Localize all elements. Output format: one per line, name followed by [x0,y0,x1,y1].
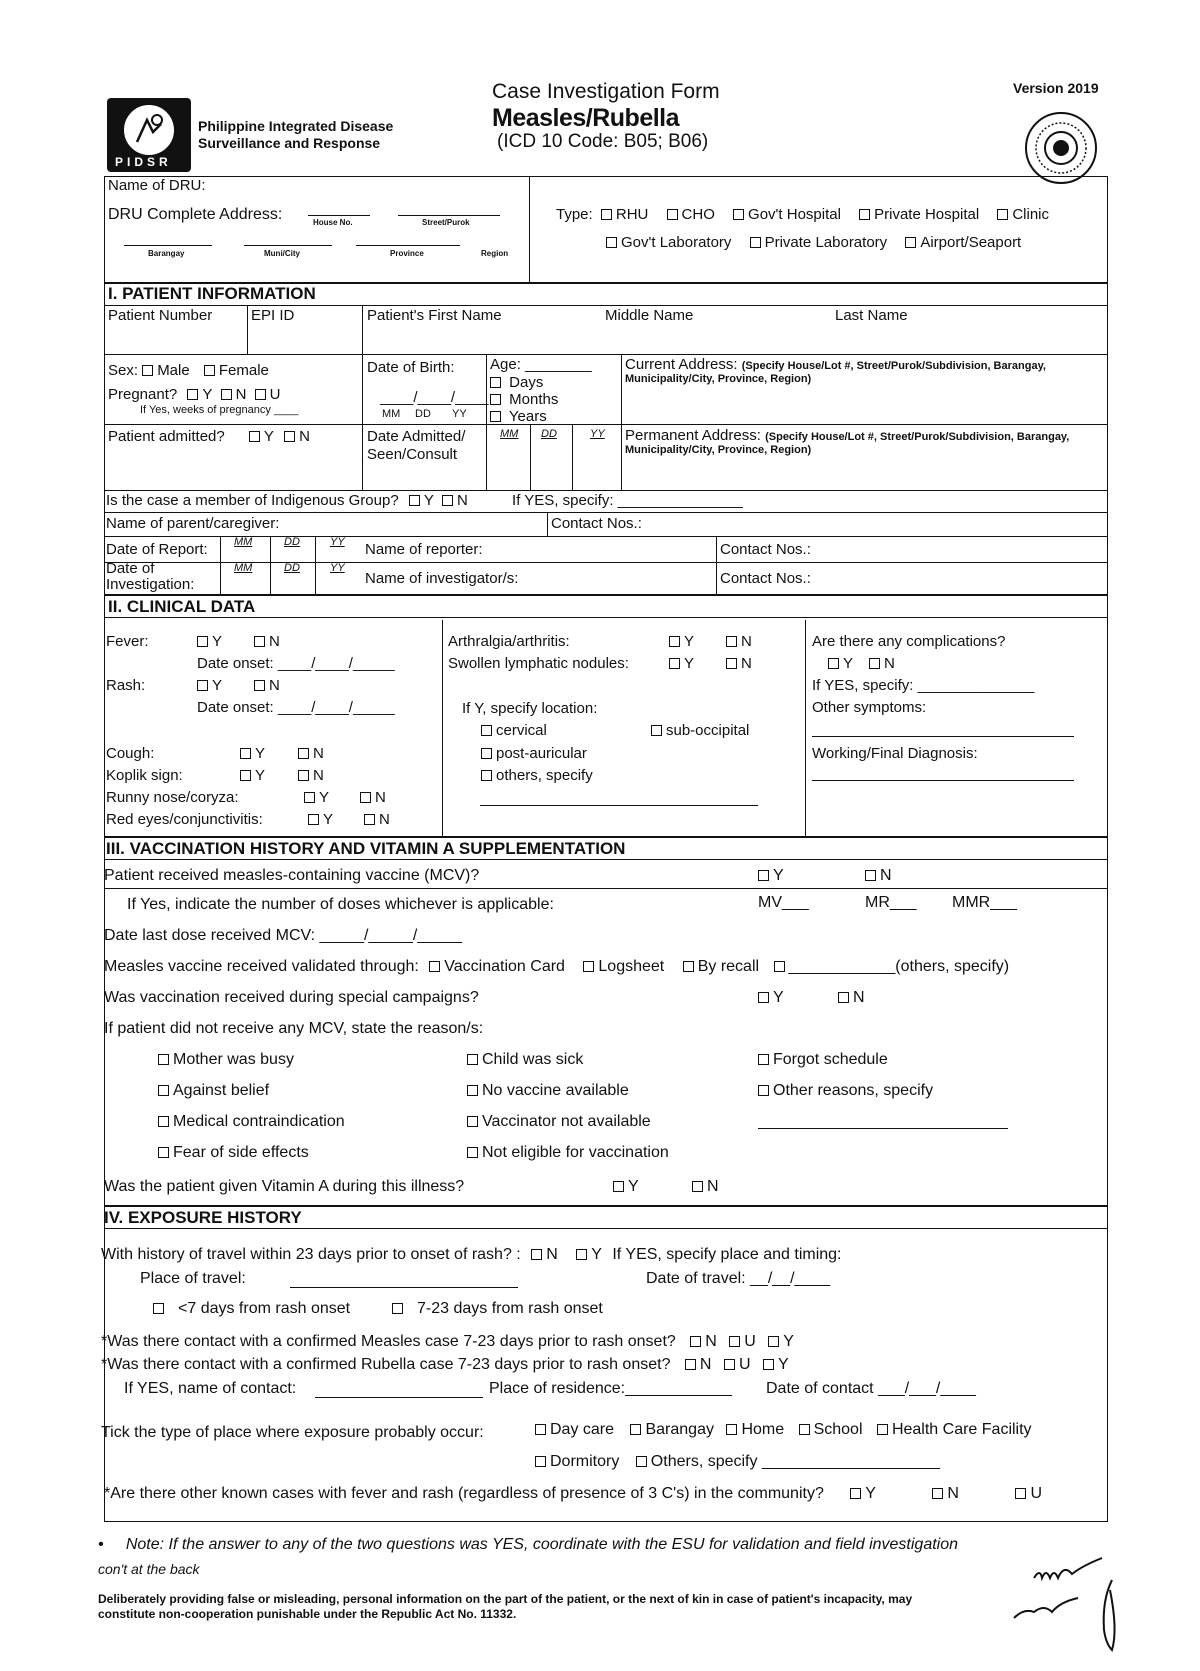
complications-specify-label: If YES, specify: [812,677,914,694]
complications-n-checkbox[interactable] [869,658,880,669]
recall-checkbox[interactable] [683,961,694,972]
arthralgia-y-label: Y [684,633,695,650]
travel-n-checkbox[interactable] [531,1249,542,1260]
red-eyes-label: Red eyes/conjunctivitis: [106,811,263,828]
runny-label: Runny nose/coryza: [106,789,239,806]
measles-contact-n-label: N [705,1333,717,1350]
travel-y-checkbox[interactable] [576,1249,587,1260]
arthralgia-label: Arthralgia/arthritis: [448,633,570,650]
logsheet-checkbox[interactable] [583,961,594,972]
rubella-contact-u-checkbox[interactable] [724,1359,735,1370]
org-line2: Surveillance and Response [198,135,381,151]
cough-label: Cough: [106,745,155,762]
permanent-address-hint2: Municipality/City, Province, Region) [625,444,812,456]
govt-hospital-checkbox[interactable] [733,209,744,220]
type-cho: CHO [681,206,715,223]
type-clinic: Clinic [1012,206,1050,223]
admit-mm: MM [500,428,519,440]
weeks-pregnancy-label: If Yes, weeks of pregnancy ____ [140,404,299,416]
postauricular-label: post-auricular [496,745,587,762]
rhu-checkbox[interactable] [601,209,612,220]
koplik-y-checkbox[interactable] [240,770,251,781]
inv-dd: DD [284,562,300,574]
rubella-contact-label: *Was there contact with a confirmed Rubella case 7-23 days prior to rash onset? [101,1356,671,1373]
travel-y-label: Y [591,1246,602,1263]
campaigns-n-checkbox[interactable] [838,992,849,1003]
govt-lab-checkbox[interactable] [606,237,617,248]
investigator-contact-label: Contact Nos.: [720,570,811,587]
reason-not-eligible-checkbox[interactable] [467,1147,478,1158]
reason-other: Other reasons, specify [773,1082,934,1099]
swollen-y-label: Y [684,655,695,672]
caduceus-icon [107,98,191,158]
date-report-label: Date of Report: [106,541,208,558]
seen-consult-label: Seen/Consult [367,446,458,463]
investigator-label: Name of investigator/s: [365,570,519,587]
report-yy: YY [330,536,345,548]
reason-fear: Fear of side effects [173,1144,309,1161]
measles-contact-u-label: U [744,1333,756,1350]
others-validation-label: ____________(others, specify) [788,958,1010,975]
footer-note: Note: If the answer to any of the two questions was YES, coordinate with the ESU for validation and field investigation [125,1536,959,1553]
indigenous-n-label: N [457,492,468,509]
section-vaccination: III. VACCINATION HISTORY AND VITAMIN A SUPPLEMENTATION [106,839,626,858]
koplik-n-label: N [313,767,324,784]
rash-label: Rash: [106,677,146,694]
school-checkbox[interactable] [799,1424,810,1435]
place-school: School [813,1421,863,1438]
other-cases-y-label: Y [865,1485,876,1502]
fever-label: Fever: [106,633,149,650]
admitted-y-label: Y [263,428,274,445]
reason-mother-busy: Mother was busy [173,1051,294,1068]
clinic-checkbox[interactable] [997,209,1008,220]
rash-onset-label: Date onset: [197,699,274,716]
other-cases-label: *Are there other known cases with fever and rash (regardless of presence of 3 C's) in the community? [104,1485,824,1502]
lt7-label: <7 days from rash onset [178,1300,351,1317]
age-months-label: Months [509,391,559,408]
section-exposure: IV. EXPOSURE HISTORY [104,1208,302,1227]
admitted-n-checkbox[interactable] [284,431,295,442]
mcv-y-checkbox[interactable] [758,870,769,881]
dob-mm: MM [382,408,401,420]
indigenous-specify: If YES, specify: _______________ [512,492,743,509]
suboccipital-checkbox[interactable] [651,725,662,736]
middle-name-label: Middle Name [605,307,694,324]
contact-name-label: If YES, name of contact: [124,1380,297,1397]
private-lab-checkbox[interactable] [750,237,761,248]
disclaimer-line1: Deliberately providing false or misleading, personal information on the part of the patient, or the next of kin in case of patient's incapacity, may [98,1592,913,1606]
inv-yy: YY [330,562,345,574]
admit-yy: YY [590,428,605,440]
campaigns-label: Was vaccination received during special campaigns? [104,989,479,1006]
reason-not-eligible: Not eligible for vaccination [482,1144,669,1161]
rubella-contact-n-label: N [699,1356,712,1373]
d723-label: 7-23 days from rash onset [417,1300,603,1317]
indigenous-y-checkbox[interactable] [409,495,420,506]
logsheet-label: Logsheet [598,958,665,975]
rash-n-label: N [269,677,280,694]
pregnant-u-label: U [269,386,281,403]
rubella-contact-y-checkbox[interactable] [763,1359,774,1370]
mcv-y-label: Y [773,867,784,884]
male-label: Male [157,362,190,379]
age-months-checkbox[interactable] [490,394,501,405]
specify-location-label: If Y, specify location: [462,700,598,717]
health-facility-checkbox[interactable] [877,1424,888,1435]
form-title: Case Investigation Form [492,80,720,103]
report-dd: DD [284,536,300,548]
d723-checkbox[interactable] [392,1303,403,1314]
rubella-contact-n-checkbox[interactable] [685,1359,696,1370]
lt7-checkbox[interactable] [153,1303,164,1314]
pregnant-u-checkbox[interactable] [255,389,266,400]
mcv-n-label: N [880,867,892,884]
reason-forgot-checkbox[interactable] [758,1054,769,1065]
reporter-label: Name of reporter: [365,541,483,558]
others-validation-checkbox[interactable] [774,961,785,972]
tick-place-label: Tick the type of place where exposure probably occur: [101,1424,484,1441]
pregnant-y-checkbox[interactable] [187,389,198,400]
rubella-contact-y-label: Y [777,1356,789,1373]
place-dormitory: Dormitory [550,1453,620,1470]
org-line1: Philippine Integrated Disease [198,118,394,134]
pidsr-logo [107,98,191,172]
epi-id-label: EPI ID [251,307,295,324]
reason-child-sick: Child was sick [482,1051,584,1068]
cough-y-checkbox[interactable] [240,748,251,759]
others-location-label: others, specify [496,767,593,784]
date-admitted-label: Date Admitted/ [367,428,466,445]
other-cases-y-checkbox[interactable] [850,1488,861,1499]
campaigns-y-label: Y [773,989,784,1006]
runny-y-label: Y [319,789,330,806]
dru-name-label: Name of DRU: [108,177,206,194]
cough-n-label: N [313,745,324,762]
indigenous-label: Is the case a member of Indigenous Group? [106,492,399,509]
first-name-label: Patient's First Name [367,307,502,324]
current-address-label: Current Address: [625,356,738,373]
measles-contact-u-checkbox[interactable] [729,1336,740,1347]
cough-y-label: Y [255,745,266,762]
measles-contact-y-checkbox[interactable] [768,1336,779,1347]
validated-label: Measles vaccine received validated through: [104,958,419,975]
dob-label: Date of Birth: [367,359,455,376]
parent-label: Name of parent/caregiver: [106,515,280,532]
rash-n-checkbox[interactable] [254,680,265,691]
doh-seal [1025,112,1097,184]
indigenous-y-label: Y [423,492,434,509]
reason-medical-checkbox[interactable] [158,1116,169,1127]
mcv-received-label: Patient received measles-containing vaccine (MCV)? [104,867,480,884]
measles-contact-label: *Was there contact with a confirmed Measles case 7-23 days prior to rash onset? [101,1333,676,1350]
campaigns-y-checkbox[interactable] [758,992,769,1003]
reason-medical: Medical contraindication [173,1113,345,1130]
admitted-y-checkbox[interactable] [249,431,260,442]
private-hospital-checkbox[interactable] [859,209,870,220]
female-label: Female [218,362,269,379]
cough-n-checkbox[interactable] [298,748,309,759]
arthralgia-n-label: N [741,633,752,650]
travel-n-label: N [546,1246,558,1263]
patient-number-label: Patient Number [108,307,213,324]
type-private-lab: Private Laboratory [764,234,888,251]
koplik-y-label: Y [255,767,266,784]
date-travel-label: Date of travel: __/__/____ [646,1270,831,1287]
house-no-label: House No. [313,218,353,227]
section-patient-info: I. PATIENT INFORMATION [108,284,316,303]
dormitory-checkbox[interactable] [535,1456,546,1467]
campaigns-n-label: N [853,989,865,1006]
reason-forgot: Forgot schedule [773,1051,888,1068]
others-place-checkbox[interactable] [636,1456,647,1467]
other-cases-n-checkbox[interactable] [932,1488,943,1499]
travel-label: With history of travel within 23 days prior to onset of rash? : [101,1246,521,1263]
diagnosis-label: Working/Final Diagnosis: [812,745,978,762]
indigenous-n-checkbox[interactable] [442,495,453,506]
pregnant-label: Pregnant? [108,386,178,403]
reason-against-belief-checkbox[interactable] [158,1085,169,1096]
age-days-label: Days [509,374,544,391]
postauricular-checkbox[interactable] [481,748,492,759]
sex-label: Sex: [108,362,139,379]
other-cases-n-label: N [947,1485,959,1502]
reason-fear-checkbox[interactable] [158,1147,169,1158]
measles-contact-n-checkbox[interactable] [690,1336,701,1347]
koplik-n-checkbox[interactable] [298,770,309,781]
runny-y-checkbox[interactable] [304,792,315,803]
reason-no-vaccine-checkbox[interactable] [467,1085,478,1096]
swollen-y-checkbox[interactable] [669,658,680,669]
vaccination-card-checkbox[interactable] [429,961,440,972]
section-clinical-data: II. CLINICAL DATA [108,597,256,616]
vitamin-a-y-checkbox[interactable] [613,1181,624,1192]
cho-checkbox[interactable] [667,209,678,220]
arthralgia-n-checkbox[interactable] [726,636,737,647]
place-health-facility: Health Care Facility [891,1421,1032,1438]
age-days-checkbox[interactable] [490,377,501,388]
place-home: Home [741,1421,785,1438]
complications-label: Are there any complications? [812,633,1006,650]
admit-dd: DD [541,428,557,440]
vitamin-a-label: Was the patient given Vitamin A during this illness? [104,1178,465,1195]
date-contact-label: Date of contact ___/___/____ [766,1380,976,1397]
dob-slashes: ____/____/____ [380,389,489,406]
suboccipital-label: sub-occipital [666,722,750,739]
reporter-contact-label: Contact Nos.: [720,541,811,558]
muni-label: Muni/City [264,249,300,258]
type-airport: Airport/Seaport [920,234,1022,251]
pregnant-n-label: N [235,386,247,403]
male-checkbox[interactable] [142,365,153,376]
swollen-label: Swollen lymphatic nodules: [448,655,629,672]
other-symptoms-label: Other symptoms: [812,699,927,716]
home-checkbox[interactable] [726,1424,737,1435]
disclaimer-line2: constitute non-cooperation punishable under the Republic Act No. 11332. [98,1607,517,1621]
rash-y-label: Y [212,677,223,694]
admitted-label: Patient admitted? [108,428,225,445]
type-rhu: RHU [615,206,649,223]
swollen-n-checkbox[interactable] [726,658,737,669]
swollen-n-label: N [741,655,752,672]
mcv-n-checkbox[interactable] [865,870,876,881]
reason-child-sick-checkbox[interactable] [467,1054,478,1065]
seal-icon [1027,114,1095,182]
complications-y-label: Y [843,655,854,672]
dob-yy: YY [452,408,467,420]
reason-mother-busy-checkbox[interactable] [158,1054,169,1065]
mr-doses: MR___ [865,894,917,911]
vaccination-card-label: Vaccination Card [444,958,565,975]
reason-no-vaccine: No vaccine available [482,1082,629,1099]
vitamin-a-y-label: Y [628,1178,639,1195]
fever-onset-label: Date onset: [197,655,274,672]
reasons-label: If patient did not receive any MCV, state the reason/s: [104,1020,484,1037]
red-eyes-n-checkbox[interactable] [364,814,375,825]
permanent-address-label: Permanent Address: [625,427,761,444]
reason-against-belief: Against belief [173,1082,270,1099]
runny-n-checkbox[interactable] [360,792,371,803]
complications-n-label: N [884,655,895,672]
red-eyes-n-label: N [379,811,390,828]
type-private-hospital: Private Hospital [874,206,980,223]
measles-contact-y-label: Y [783,1333,794,1350]
admitted-n-label: N [299,428,310,445]
age-years-checkbox[interactable] [490,411,501,422]
note-bullet: • [98,1536,126,1553]
koplik-label: Koplik sign: [106,767,183,784]
age-label: Age: [490,356,521,373]
version-label: Version 2019 [1013,80,1099,96]
handwritten-signature [1004,1548,1134,1658]
province-label: Province [390,249,424,258]
residence-label: Place of residence:____________ [489,1380,732,1397]
rubella-contact-u-label: U [738,1356,751,1373]
red-eyes-y-checkbox[interactable] [308,814,319,825]
mv-doses: MV___ [758,894,809,911]
place-others: Others, specify ____________________ [650,1453,940,1470]
logo-text: PIDSR [115,155,172,169]
rash-y-checkbox[interactable] [197,680,208,691]
complications-y-checkbox[interactable] [828,658,839,669]
type-govt-lab: Gov't Laboratory [621,234,732,251]
other-cases-u-checkbox[interactable] [1015,1488,1026,1499]
pregnant-y-label: Y [202,386,213,403]
pregnant-n-checkbox[interactable] [221,389,232,400]
other-cases-u-label: U [1030,1485,1042,1502]
cont-label: con't at the back [98,1561,200,1577]
street-label: Street/Purok [422,218,470,227]
travel-if-yes-label: If YES, specify place and timing: [612,1246,842,1263]
current-address-hint: (Specify House/Lot #, Street/Purok/Subdivision, Barangay, [741,360,1046,372]
arthralgia-y-checkbox[interactable] [669,636,680,647]
place-barangay: Barangay [645,1421,714,1438]
last-dose-label: Date last dose received MCV: _____/_____/_____ [104,927,462,944]
fever-n-label: N [269,633,280,650]
red-eyes-y-label: Y [323,811,334,828]
permanent-address-hint: (Specify House/Lot #, Street/Purok/Subdivision, Barangay, [765,431,1070,443]
barangay-checkbox[interactable] [630,1424,641,1435]
dru-address-label: DRU Complete Address: [108,206,283,223]
cervical-checkbox[interactable] [481,725,492,736]
recall-label: By recall [697,958,760,975]
daycare-checkbox[interactable] [535,1424,546,1435]
place-daycare: Day care [550,1421,615,1438]
doses-label: If Yes, indicate the number of doses whichever is applicable: [127,896,554,913]
cervical-label: cervical [496,722,547,739]
type-govt-hospital: Gov't Hospital [748,206,841,223]
reason-no-vaccinator: Vaccinator not available [482,1113,651,1130]
fever-y-label: Y [212,633,223,650]
mmr-doses: MMR___ [952,894,1017,911]
age-years-label: Years [508,408,547,425]
date-inv-label1: Date of [106,560,155,577]
type-label: Type: [556,206,593,223]
region-label: Region [481,249,509,258]
disease-title: Measles/Rubella [492,104,680,132]
dob-dd: DD [415,408,431,420]
report-mm: MM [234,536,253,548]
last-name-label: Last Name [835,307,908,324]
current-address-hint2: Municipality/City, Province, Region) [625,373,812,385]
place-travel-label: Place of travel: [140,1270,246,1287]
parent-contact-label: Contact Nos.: [551,515,642,532]
inv-mm: MM [234,562,253,574]
barangay-label: Barangay [148,249,185,258]
reason-no-vaccinator-checkbox[interactable] [467,1116,478,1127]
date-inv-label2: Investigation: [106,576,195,593]
runny-n-label: N [375,789,386,806]
vitamin-a-n-checkbox[interactable] [692,1181,703,1192]
others-location-checkbox[interactable] [481,770,492,781]
female-checkbox[interactable] [204,365,215,376]
airport-checkbox[interactable] [905,237,916,248]
fever-n-checkbox[interactable] [254,636,265,647]
reason-other-checkbox[interactable] [758,1085,769,1096]
icd-code: (ICD 10 Code: B05; B06) [497,131,709,152]
vitamin-a-n-label: N [707,1178,719,1195]
fever-y-checkbox[interactable] [197,636,208,647]
